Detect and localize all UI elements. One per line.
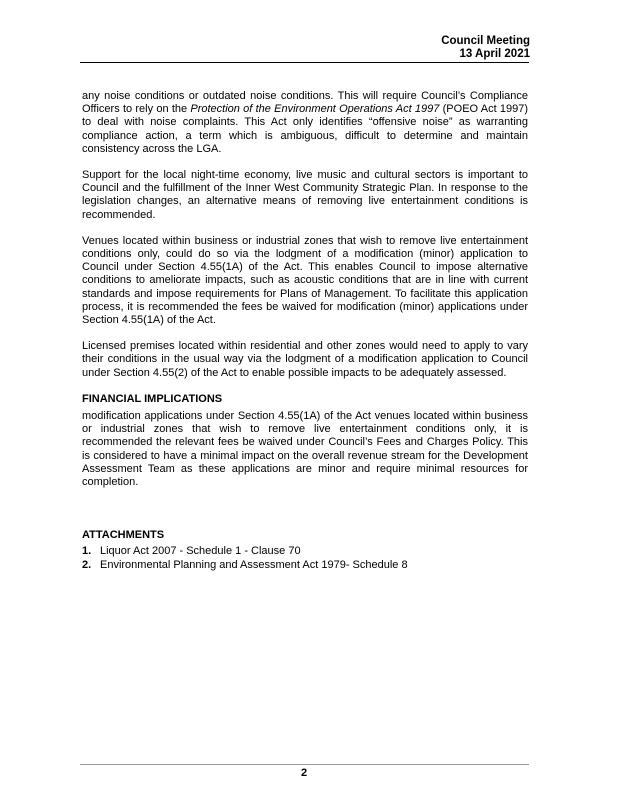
attachment-title: Environmental Planning and Assessment Act 1979- Schedule 8 (100, 558, 408, 571)
attachment-item[interactable] (82, 545, 528, 558)
attachment-item[interactable] (82, 559, 528, 572)
header-divider (80, 62, 529, 63)
act-reference: Protection of the Environment Operations Act 1997 (190, 103, 440, 116)
attachment-number: 2. (82, 558, 92, 571)
attachments-section (82, 529, 528, 572)
paragraph-business-zones: Venues located within business or industrial zones that wish to remove live entertainment conditions only, could do so via the lodgment of a modification (minor) application to Council under Section 4.55(1A) of the Act. This enables Council to impose alternative conditions to ameliorate impacts, such as acoustic conditions that are in line with current standards and impose requirements for Plans of Management. To facilitate this application process, it is recommended the fees be waived for modification (minor) applications under Section 4.55(1A) of the Act. (82, 234, 528, 327)
page-header (441, 35, 530, 61)
footer-divider (80, 764, 529, 765)
attachment-title: Liquor Act 2007 - Schedule 1 - Clause 70 (100, 545, 301, 558)
paragraph-residential-zones: Licensed premises located within residential and other zones would need to apply to vary their conditions in the usual way via the lodgment of a modification application to Council under Section 4.55(2) of the Act to enable possible impacts to be adequately assessed. (82, 340, 528, 379)
paragraph-night-time-economy: Support for the local night-time economy, live music and cultural sectors is important to Council and the fulfillment of the Inner West Community Strategic Plan. In response to the legislation changes, an alternative means of removing live entertainment conditions is recommended. (82, 169, 528, 221)
attachments-heading: ATTACHMENTS (82, 529, 165, 542)
page-number: 2 (300, 767, 308, 779)
meeting-date: 13 April 2021 (459, 48, 530, 60)
document-body (82, 90, 528, 572)
paragraph-text: (POEO Act 1997) to deal with noise complaints. This Act only identifies “offensive noise” as warranting compliance action, a term which is ambiguous, difficult to determine and maintain consistency across the LGA. (82, 103, 529, 155)
financial-implications-text: modification applications under Section 4.55(1A) of the Act venues located within business or industrial zones that wish to remove live entertainment conditions only, it is recommended the relevant fees be waived under Council’s Fees and Charges Policy. This is considered to have a minimal impact on the overall revenue stream for the Development Assessment Team as these applications are minor and require minimal resources for completion. (82, 410, 528, 489)
meeting-title: Council Meeting (441, 35, 530, 47)
financial-implications-heading: FINANCIAL IMPLICATIONS (82, 392, 223, 405)
attachment-number: 1. (82, 545, 92, 558)
paragraph-noise-conditions (82, 90, 528, 156)
paragraph-text: any noise conditions or outdated noise conditions. This will require Council’s Compliance Officers to rely on the (82, 90, 528, 116)
attachments-list (82, 545, 528, 571)
